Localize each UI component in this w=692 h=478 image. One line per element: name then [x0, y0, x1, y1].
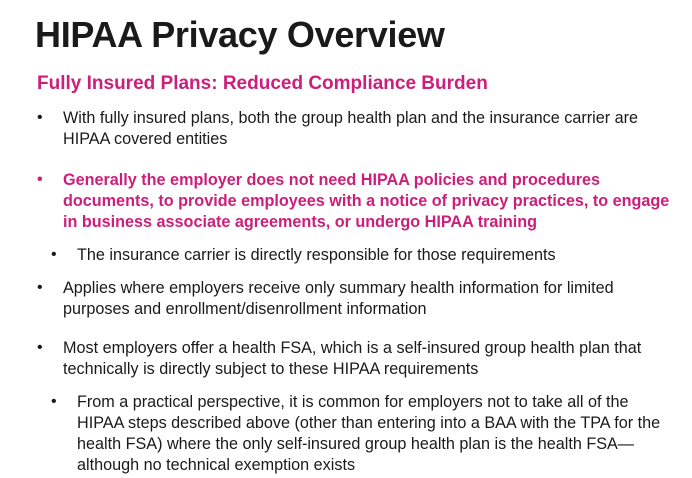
bullet-text: Applies where employers receive only summary health information for limited purposes and enrollment/disenrollment information	[63, 279, 614, 318]
bullet-item	[37, 338, 673, 380]
slide-title: HIPAA Privacy Overview	[35, 14, 445, 55]
bullet-text: From a practical perspective, it is common for employers not to take all of the HIPAA steps described above (other than entering into a BAA with the TPA for the health FSA) where the only self-insured group health plan is the health FSA—although no technical exemption exists	[77, 393, 661, 474]
bullet-marker: •	[37, 279, 43, 296]
bullet-marker: •	[51, 246, 57, 263]
bullet-item	[37, 278, 673, 320]
bullet-marker: •	[51, 393, 57, 410]
bullet-text: With fully insured plans, both the group health plan and the insurance carrier are HIPAA covered entities	[63, 109, 638, 148]
bullet-marker: •	[37, 171, 43, 188]
bullet-marker: •	[37, 339, 43, 356]
sub-bullet-item	[51, 245, 667, 266]
bullet-item-highlighted	[37, 170, 683, 233]
bullet-item	[37, 108, 673, 150]
bullet-marker: •	[37, 109, 43, 126]
sub-bullet-item	[51, 392, 667, 476]
bullet-text: Generally the employer does not need HIPAA policies and procedures documents, to provide employees with a notice of privacy practices, to engage in business associate agreements, or undergo HIPAA training	[63, 171, 670, 231]
slide-subtitle: Fully Insured Plans: Reduced Compliance Burden	[37, 73, 488, 94]
bullet-text: The insurance carrier is directly responsible for those requirements	[77, 246, 556, 264]
bullet-text: Most employers offer a health FSA, which is a self-insured group health plan that technically is directly subject to these HIPAA requirements	[63, 339, 642, 378]
